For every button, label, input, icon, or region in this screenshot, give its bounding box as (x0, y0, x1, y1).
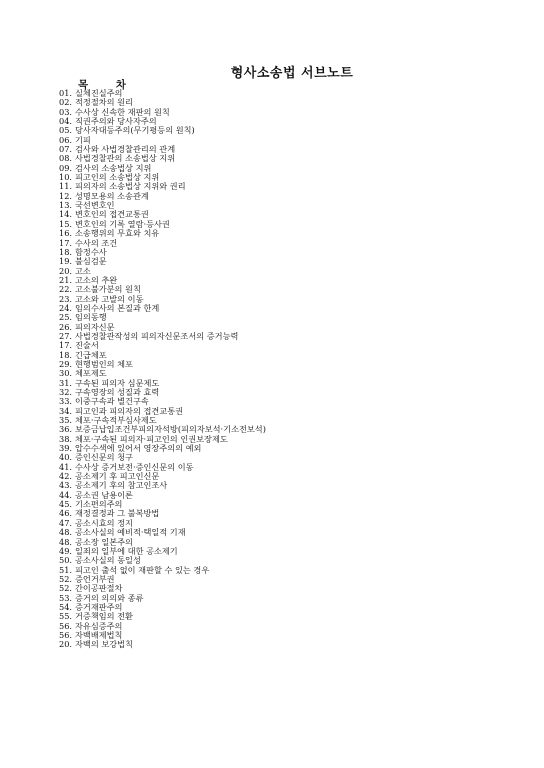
toc-item-text: 성명모용의 소송관계 (75, 190, 149, 201)
toc-item (59, 640, 266, 649)
toc-item-number: 21. (59, 274, 73, 285)
toc-item-number: 47. (59, 517, 73, 528)
toc-item-number: 50. (59, 555, 73, 566)
toc-item-text: 수사의 조건 (75, 237, 118, 248)
toc-item-text: 진술서 (75, 340, 99, 351)
toc-item-text: 보증금납입조건부피의자석방(피의자보석·기소전보석) (75, 424, 266, 435)
toc-item-text: 간이공판절차 (75, 583, 123, 594)
toc-item-text: 사법경찰관작성의 피의자신문조서의 증거능력 (75, 330, 239, 341)
toc-item-number: 17. (59, 340, 73, 351)
toc-item-text: 자백의 보강법칙 (75, 639, 133, 650)
toc-item-text: 증거재판주의 (75, 601, 123, 612)
toc-item-number: 12. (59, 190, 73, 201)
toc-item-number: 19. (59, 256, 73, 267)
toc-item-number: 23. (59, 293, 73, 304)
toc-item-number: 13. (59, 200, 73, 211)
toc-item-number: 36. (59, 424, 73, 435)
toc-item-text: 소송행위의 무효와 치유 (75, 228, 160, 239)
toc-item-text: 함정수사 (75, 246, 107, 257)
toc-item-number: 53. (59, 592, 73, 603)
toc-item-number: 08. (59, 153, 73, 164)
toc-item-text: 증언거부권 (75, 573, 115, 584)
toc-item-number: 49. (59, 545, 73, 556)
toc-item-number: 02. (59, 97, 73, 108)
toc-item-text: 이중구속과 별건구속 (75, 396, 149, 407)
toc-item-text: 공소제기 후의 참고인조사 (75, 480, 168, 491)
toc-item-number: 55. (59, 611, 73, 622)
toc-item-number: 45. (59, 499, 73, 510)
toc-item-number: 30. (59, 368, 73, 379)
toc-item-text: 수사상 신속한 재판의 원칙 (75, 106, 170, 117)
toc-item-text: 긴급체포 (75, 349, 107, 360)
toc-item-number: 54. (59, 601, 73, 612)
toc-item-number: 40. (59, 452, 73, 463)
toc-item-number: 33. (59, 396, 73, 407)
toc-item-text: 공소시효의 정지 (75, 517, 133, 528)
toc-item-text: 증인신문의 청구 (75, 452, 133, 463)
toc-heading: 목 차 (78, 79, 138, 91)
toc-item-text: 현행범인의 체포 (75, 358, 133, 369)
toc-item-number: 48. (59, 527, 73, 538)
toc-item-text: 고소의 추완 (75, 274, 118, 285)
toc-item-number: 44. (59, 489, 73, 500)
toc-item-number: 10. (59, 172, 73, 183)
toc-item-number: 15. (59, 218, 73, 229)
toc-item-text: 임의수사의 본질과 한계 (75, 302, 160, 313)
toc-item-text: 체포제도 (75, 368, 107, 379)
toc-item-text: 실체진실주의 (75, 88, 123, 98)
toc-item-number: 51. (59, 564, 73, 575)
toc-item-text: 체포·구속적부심사제도 (75, 415, 157, 426)
toc-item-text: 적정절차의 원리 (75, 97, 133, 108)
toc-item-number: 24. (59, 302, 73, 313)
toc-item-text: 피고인 출석 없이 재판할 수 있는 경우 (75, 564, 210, 575)
toc-item-number: 01. (59, 88, 73, 98)
toc-item-text: 불심검문 (75, 256, 107, 267)
toc-item-number: 03. (59, 106, 73, 117)
toc-item-number: 56. (59, 629, 73, 640)
toc-item-text: 검사의 소송법상 지위 (75, 162, 152, 173)
toc-item-text: 수사상 증거보전·증인신문의 이동 (75, 461, 194, 472)
toc-item-number: 29. (59, 358, 73, 369)
toc-item-text: 고소 (75, 265, 91, 276)
toc-item-text: 피고인과 피의자의 접견교통권 (75, 405, 184, 416)
toc-item-number: 18. (59, 349, 73, 360)
toc-item-number: 35. (59, 415, 73, 426)
toc-item-text: 기피 (75, 134, 91, 145)
toc-item-number: 06. (59, 134, 73, 145)
document-title: 형사소송법 서브노트 (230, 66, 354, 81)
toc-item-text: 공소제기 후 피고인신문 (75, 471, 160, 482)
toc-list (59, 89, 266, 650)
toc-item-number: 56. (59, 620, 73, 631)
toc-item-text: 자백배제법칙 (75, 629, 123, 640)
toc-item-number: 16. (59, 228, 73, 239)
toc-item-number: 09. (59, 162, 73, 173)
toc-item-text: 체포·구속된 피의자·피고인의 인권보장제도 (75, 433, 228, 444)
toc-item-text: 구속된 피의자 심문제도 (75, 377, 160, 388)
toc-item-text: 검사와 사법경찰관리의 관계 (75, 144, 176, 155)
toc-item-text: 증거의 의의와 종류 (75, 592, 144, 603)
toc-item-number: 18. (59, 246, 73, 257)
toc-item-text: 피의자의 소송법상 지위와 권리 (75, 181, 186, 192)
toc-item-text: 변호인의 기록 열람·등사권 (75, 218, 170, 229)
toc-item-number: 41. (59, 461, 73, 472)
toc-item-number: 46. (59, 508, 73, 519)
toc-item-text: 고소불가분의 원칙 (75, 284, 141, 295)
toc-item-text: 피의자신문 (75, 321, 115, 332)
toc-item-number: 39. (59, 443, 73, 454)
toc-item-text: 직권주의와 당사자주의 (75, 116, 157, 127)
toc-item-text: 국선변호인 (75, 200, 115, 211)
toc-item-number: 42. (59, 471, 73, 482)
toc-item-number: 25. (59, 312, 73, 323)
toc-item-number: 07. (59, 144, 73, 155)
toc-item-text: 공소사실의 동일성 (75, 555, 141, 566)
toc-item-number: 11. (59, 181, 73, 192)
toc-item-text: 일죄의 일부에 대한 공소제기 (75, 545, 178, 556)
toc-item-number: 05. (59, 125, 73, 136)
toc-item-text: 재정결정과 그 불복방법 (75, 508, 160, 519)
toc-item-number: 48. (59, 536, 73, 547)
toc-item-number: 20. (59, 265, 73, 276)
toc-item-text: 기소편의주의 (75, 499, 123, 510)
toc-item-text: 임의동행 (75, 312, 107, 323)
toc-item-text: 변호인의 접견교통권 (75, 209, 149, 220)
toc-item-text: 당사자대등주의(무기평등의 원칙) (75, 125, 195, 136)
toc-item-number: 04. (59, 116, 73, 127)
toc-item-number: 20. (59, 639, 73, 650)
toc-item-number: 38. (59, 433, 73, 444)
toc-item-number: 52. (59, 583, 73, 594)
toc-item-text: 압수수색에 있어서 영장주의의 예외 (75, 443, 202, 454)
toc-item-number: 32. (59, 387, 73, 397)
toc-item-text: 구속영장의 성질과 효력 (75, 387, 160, 397)
toc-item-text: 피고인의 소송법상 지위 (75, 172, 160, 183)
toc-item-number: 43. (59, 480, 73, 491)
toc-item-number: 31. (59, 377, 73, 388)
toc-item-text: 자유심증주의 (75, 620, 123, 631)
toc-item-number: 14. (59, 209, 73, 220)
toc-item-text: 공소권 남용이론 (75, 489, 133, 500)
toc-item-text: 고소와 고발의 이동 (75, 293, 144, 304)
toc-item-number: 22. (59, 284, 73, 295)
toc-item-number: 52. (59, 573, 73, 584)
toc-item-text: 공소장 일본주의 (75, 536, 133, 547)
toc-item-text: 거증책임의 전환 (75, 611, 133, 622)
toc-item-number: 17. (59, 237, 73, 248)
toc-item-number: 26. (59, 321, 73, 332)
toc-item-text: 사법경찰관의 소송법상 지위 (75, 153, 176, 164)
toc-item-number: 27. (59, 330, 73, 341)
toc-item-text: 공소사실의 예비적·택일적 기재 (75, 527, 186, 538)
toc-item-number: 34. (59, 405, 73, 416)
